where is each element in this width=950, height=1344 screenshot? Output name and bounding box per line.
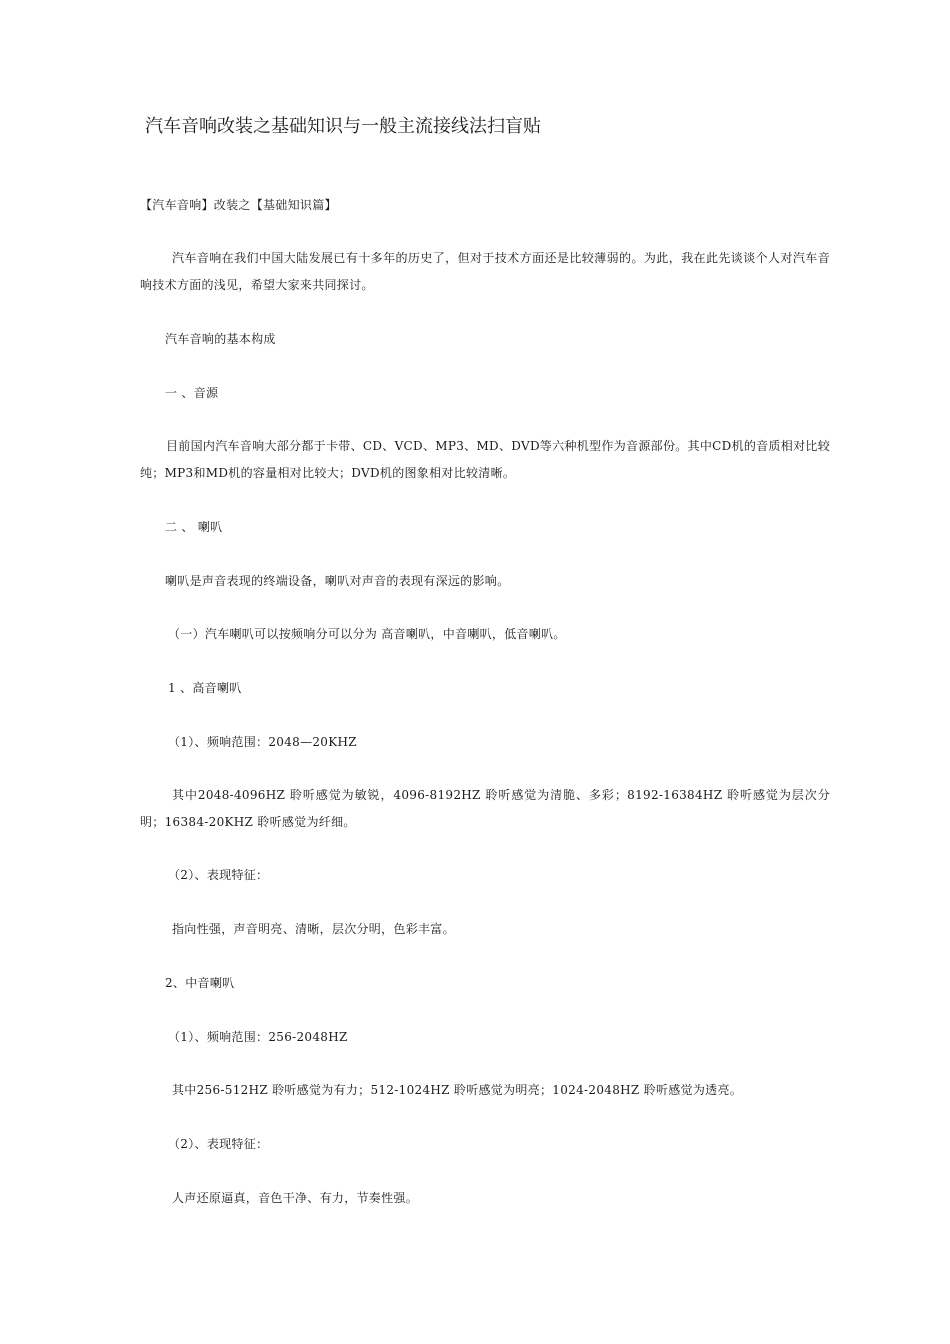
tweeter-range-detail: 其中2048-4096HZ 聆听感觉为敏锐，4096-8192HZ 聆听感觉为清脆、多彩；8192-16384HZ 聆听感觉为层次分明；16384-20KHZ 聆听感觉为纤细。 xyxy=(140,788,830,829)
mid-feature: 人声还原逼真，音色干净、有力，节奏性强。 xyxy=(172,1191,419,1205)
basic-heading: 汽车音响的基本构成 xyxy=(165,332,276,346)
intro-paragraph: 汽车音响在我们中国大陆发展已有十多年的历史了，但对于技术方面还是比较薄弱的。为此，我在此先谈谈个人对汽车音响技术方面的浅见，希望大家来共同探讨。 xyxy=(140,251,830,292)
speaker-heading: 二 、 喇叭 xyxy=(165,520,223,534)
speaker-paragraph: 喇叭是声音表现的终端设备，喇叭对声音的表现有深远的影响。 xyxy=(165,574,510,588)
tweeter-heading: 1 、高音喇叭 xyxy=(168,681,242,695)
document-title: 汽车音响改装之基础知识与一般主流接线法扫盲贴 xyxy=(145,116,541,137)
mid-heading: 2、中音喇叭 xyxy=(165,976,235,990)
mid-feature-heading: （2）、表现特征： xyxy=(168,1137,269,1151)
mid-range: （1）、频响范围：256-2048HZ xyxy=(168,1030,348,1044)
speaker-classification: （一）汽车喇叭可以按频响分可以分为 高音喇叭，中音喇叭，低音喇叭。 xyxy=(168,627,566,641)
section-header: 【汽车音响】改装之【基础知识篇】 xyxy=(140,198,337,212)
tweeter-range: （1）、频响范围：2048—20KHZ xyxy=(168,735,357,749)
source-heading: 一 、音源 xyxy=(165,386,219,400)
tweeter-feature: 指向性强，声音明亮、清晰，层次分明，色彩丰富。 xyxy=(172,922,455,936)
source-paragraph: 目前国内汽车音响大部分都于卡带、CD、VCD、MP3、MD、DVD等六种机型作为音源部份。其中CD机的音质相对比较纯；MP3和MD机的容量相对比较大；DVD机的图象相对比较清晰。 xyxy=(140,439,830,480)
tweeter-feature-heading: （2）、表现特征： xyxy=(168,868,269,882)
mid-range-detail: 其中256-512HZ 聆听感觉为有力；512-1024HZ 聆听感觉为明亮；1024-2048HZ 聆听感觉为透亮。 xyxy=(172,1083,743,1097)
